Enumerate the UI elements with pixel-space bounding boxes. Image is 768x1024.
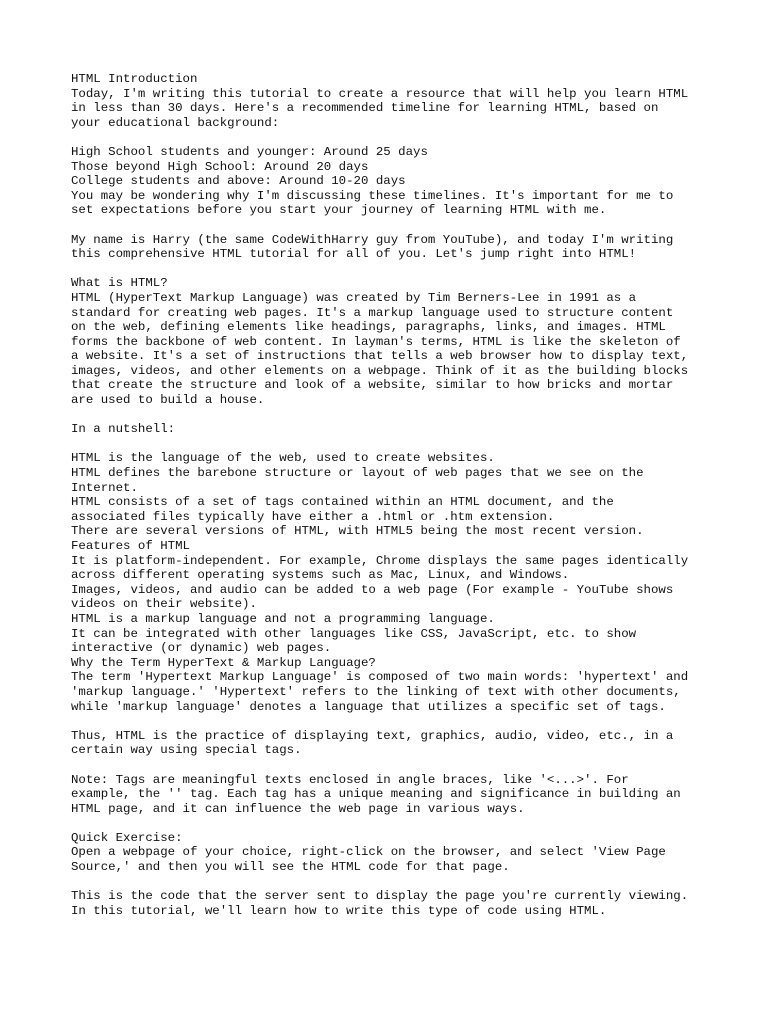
blank-line: [71, 875, 721, 890]
blank-line: [71, 714, 721, 729]
text-line: across different operating systems such as Mac, Linux, and Windows.: [71, 568, 570, 583]
text-line: High School students and younger: Around 25 days: [71, 144, 428, 159]
text-line: HTML (HyperText Markup Language) was created by Tim Berners-Lee in 1991 as a: [71, 290, 637, 305]
document-body: [71, 72, 721, 918]
text-line: It is platform-independent. For example, Chrome displays the same pages identically: [71, 553, 689, 568]
text-line: Features of HTML: [71, 539, 190, 553]
text-line: certain way using special tags.: [71, 743, 302, 758]
document-page: [71, 72, 721, 918]
text-line: There are several versions of HTML, with HTML5 being the most recent version.: [71, 524, 644, 539]
blank-line: [71, 408, 721, 423]
text-line: HTML is a markup language and not a programming language.: [71, 611, 495, 626]
text-line: set expectations before you start your journey of learning HTML with me.: [71, 203, 607, 218]
text-line: forms the backbone of web content. In layman's terms, HTML is like the skeleton of: [71, 334, 681, 349]
text-line: College students and above: Around 10-20 days: [71, 174, 406, 189]
text-line: HTML Introduction: [71, 72, 198, 86]
text-line: Today, I'm writing this tutorial to create a resource that will help you learn HTML: [71, 86, 689, 101]
text-line: on the web, defining elements like headings, paragraphs, links, and images. HTML: [71, 320, 666, 335]
text-line: videos on their website).: [71, 597, 257, 612]
blank-line: [71, 816, 721, 831]
text-line: Internet.: [71, 480, 138, 495]
text-line: HTML consists of a set of tags contained within an HTML document, and the: [71, 495, 614, 510]
blank-line: [71, 262, 721, 277]
text-line: are used to build a house.: [71, 393, 265, 408]
text-line: In a nutshell:: [71, 422, 176, 437]
text-line: example, the '' tag. Each tag has a unique meaning and significance in building an: [71, 787, 681, 802]
text-line: images, videos, and other elements on a webpage. Think of it as the building blocks: [71, 363, 689, 378]
text-line: in less than 30 days. Here's a recommended timeline for learning HTML, based on: [71, 101, 659, 116]
text-line: HTML is the language of the web, used to create websites.: [71, 451, 495, 466]
text-line: a website. It's a set of instructions that tells a web browser how to display text,: [71, 349, 689, 364]
text-line: What is HTML?: [71, 276, 168, 291]
text-line: Open a webpage of your choice, right-click on the browser, and select 'View Page: [71, 845, 666, 860]
text-line: your educational background:: [71, 115, 280, 130]
text-line: 'markup language.' 'Hypertext' refers to the linking of text with other documents,: [71, 684, 681, 699]
blank-line: [71, 130, 721, 145]
text-line: HTML page, and it can influence the web page in various ways.: [71, 801, 525, 816]
blank-line: [71, 218, 721, 233]
text-line: while 'markup language' denotes a language that utilizes a specific set of tags.: [71, 699, 666, 714]
text-line: Those beyond High School: Around 20 days: [71, 159, 369, 174]
text-line: this comprehensive HTML tutorial for all of you. Let's jump right into HTML!: [71, 247, 637, 262]
text-line: standard for creating web pages. It's a markup language used to structure content: [71, 305, 674, 320]
text-line: In this tutorial, we'll learn how to write this type of code using HTML.: [71, 903, 607, 918]
text-line: My name is Harry (the same CodeWithHarry guy from YouTube), and today I'm writing: [71, 232, 674, 247]
text-line: Why the Term HyperText & Markup Language?: [71, 655, 376, 670]
text-line: This is the code that the server sent to display the page you're currently viewing.: [71, 889, 689, 904]
text-line: You may be wondering why I'm discussing these timelines. It's important for me to: [71, 188, 674, 203]
text-line: HTML defines the barebone structure or layout of web pages that we see on the: [71, 466, 644, 481]
text-line: Source,' and then you will see the HTML code for that page.: [71, 860, 510, 875]
text-line: that create the structure and look of a website, similar to how bricks and mortar: [71, 378, 674, 393]
blank-line: [71, 758, 721, 773]
text-line: Quick Exercise:: [71, 830, 183, 845]
text-line: associated files typically have either a .html or .htm extension.: [71, 509, 555, 524]
text-line: The term 'Hypertext Markup Language' is composed of two main words: 'hypertext' and: [71, 670, 689, 685]
text-line: It can be integrated with other languages like CSS, JavaScript, etc. to show: [71, 626, 637, 641]
blank-line: [71, 437, 721, 452]
text-line: Note: Tags are meaningful texts enclosed in angle braces, like '<...>'. For: [71, 772, 629, 787]
text-line: interactive (or dynamic) web pages.: [71, 641, 332, 656]
text-line: Images, videos, and audio can be added to a web page (For example - YouTube shows: [71, 582, 674, 597]
text-line: Thus, HTML is the practice of displaying text, graphics, audio, video, etc., in a: [71, 728, 674, 743]
